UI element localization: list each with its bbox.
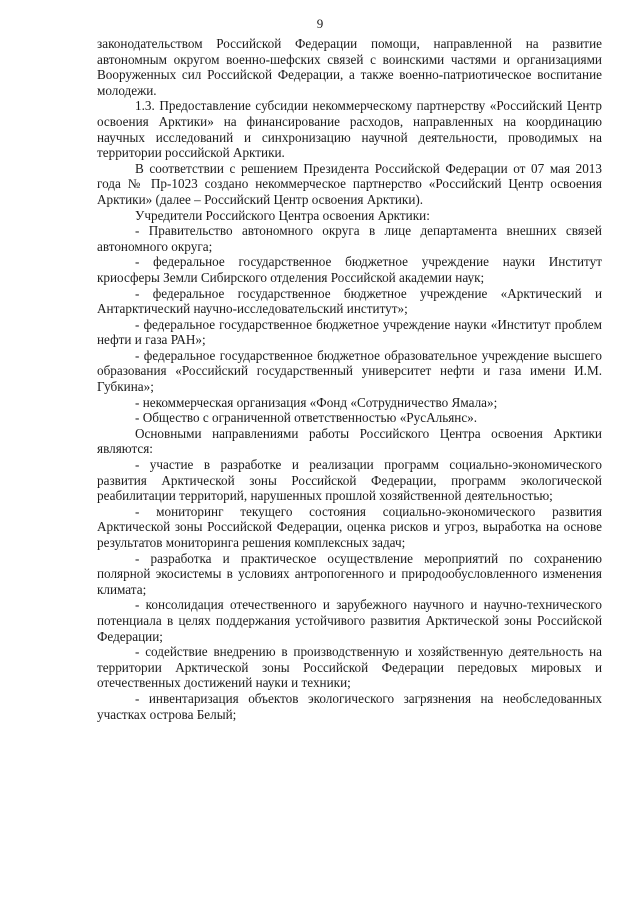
list-item-founder: - федеральное государственное бюджетное учреждение «Арктический и Антарктический научно-исследовательский институт»;	[97, 285, 602, 317]
list-item-founder: - Общество с ограниченной ответственностью «РусАльянс».	[135, 410, 478, 426]
list-item-founder: - федеральное государственное бюджетное учреждение науки «Институт проблем нефти и газа РАН»;	[97, 316, 602, 348]
paragraph-directions-heading: Основными направлениями работы Российского Центра освоения Арктики являются:	[97, 425, 602, 457]
page-number: 9	[316, 16, 324, 31]
list-item-founder: - Правительство автономного округа в лице департамента внешних связей автономного округа;	[97, 223, 602, 254]
list-item-founder: - некоммерческая организация «Фонд «Сотрудничество Ямала»;	[135, 394, 498, 410]
paragraph-section-1-3: 1.3. Предоставление субсидии некоммерческому партнерству «Российский Центр освоения Арктики» на финансирование расходов, направленных на координацию научных исследований и синхронизацию научной деятельности, проводимых на территории российской Арктики.	[97, 98, 602, 161]
list-item-direction: - участие в разработке и реализации программ социально-экономического развития Арктической зоны Российской Федерации, программ экологической реабилитации территорий, нарушенных прошлой хозяйственной деятельностью;	[97, 457, 602, 504]
list-item-direction: - мониторинг текущего состояния социально-экономического развития Арктической зоны Российской Федерации, оценка рисков и угроз, выработка на основе результатов мониторинга решения комплексных задач;	[97, 503, 602, 550]
list-item-founder: - федеральное государственное бюджетное учреждение науки Институт криосферы Земли Сибирского отделения Российской академии наук;	[97, 254, 602, 285]
document-body	[97, 36, 602, 722]
list-item-direction: - разработка и практическое осуществление мероприятий по сохранению полярной экосистемы в условиях антропогенного и природообусловленного изменения климата;	[97, 550, 602, 597]
list-item-direction: - консолидация отечественного и зарубежного научного и научно-технического потенциала в целях поддержания устойчивого развития Арктической зоны Российской Федерации;	[97, 597, 602, 644]
paragraph-continuation: законодательством Российской Федерации помощи, направленной на развитие автономным округом военно-шефских связей с воинскими частями и организациями Вооруженных сил Российской Федерации, а также военно-патриотическое воспитание молодежи.	[97, 36, 602, 98]
list-item-direction: - содействие внедрению в производственную и хозяйственную деятельность на территории Арктической зоны Российской Федерации передовых мировых и отечественных достижений науки и техники;	[97, 644, 602, 691]
paragraph-presidential-decision: В соответствии с решением Президента Российской Федерации от 07 мая 2013 года № Пр-1023 создано некоммерческое партнерство «Российский Центр освоения Арктики» (далее – Российский Центр освоения Арктики).	[97, 160, 602, 207]
list-item-founder: - федеральное государственное бюджетное образовательное учреждение высшего образования «Российский государственный университет нефти и газа имени И.М. Губкина»;	[97, 347, 602, 395]
paragraph-founders-heading: Учредители Российского Центра освоения Арктики:	[135, 207, 430, 223]
list-item-direction: - инвентаризация объектов экологического загрязнения на необследованных участках острова Белый;	[97, 690, 602, 722]
